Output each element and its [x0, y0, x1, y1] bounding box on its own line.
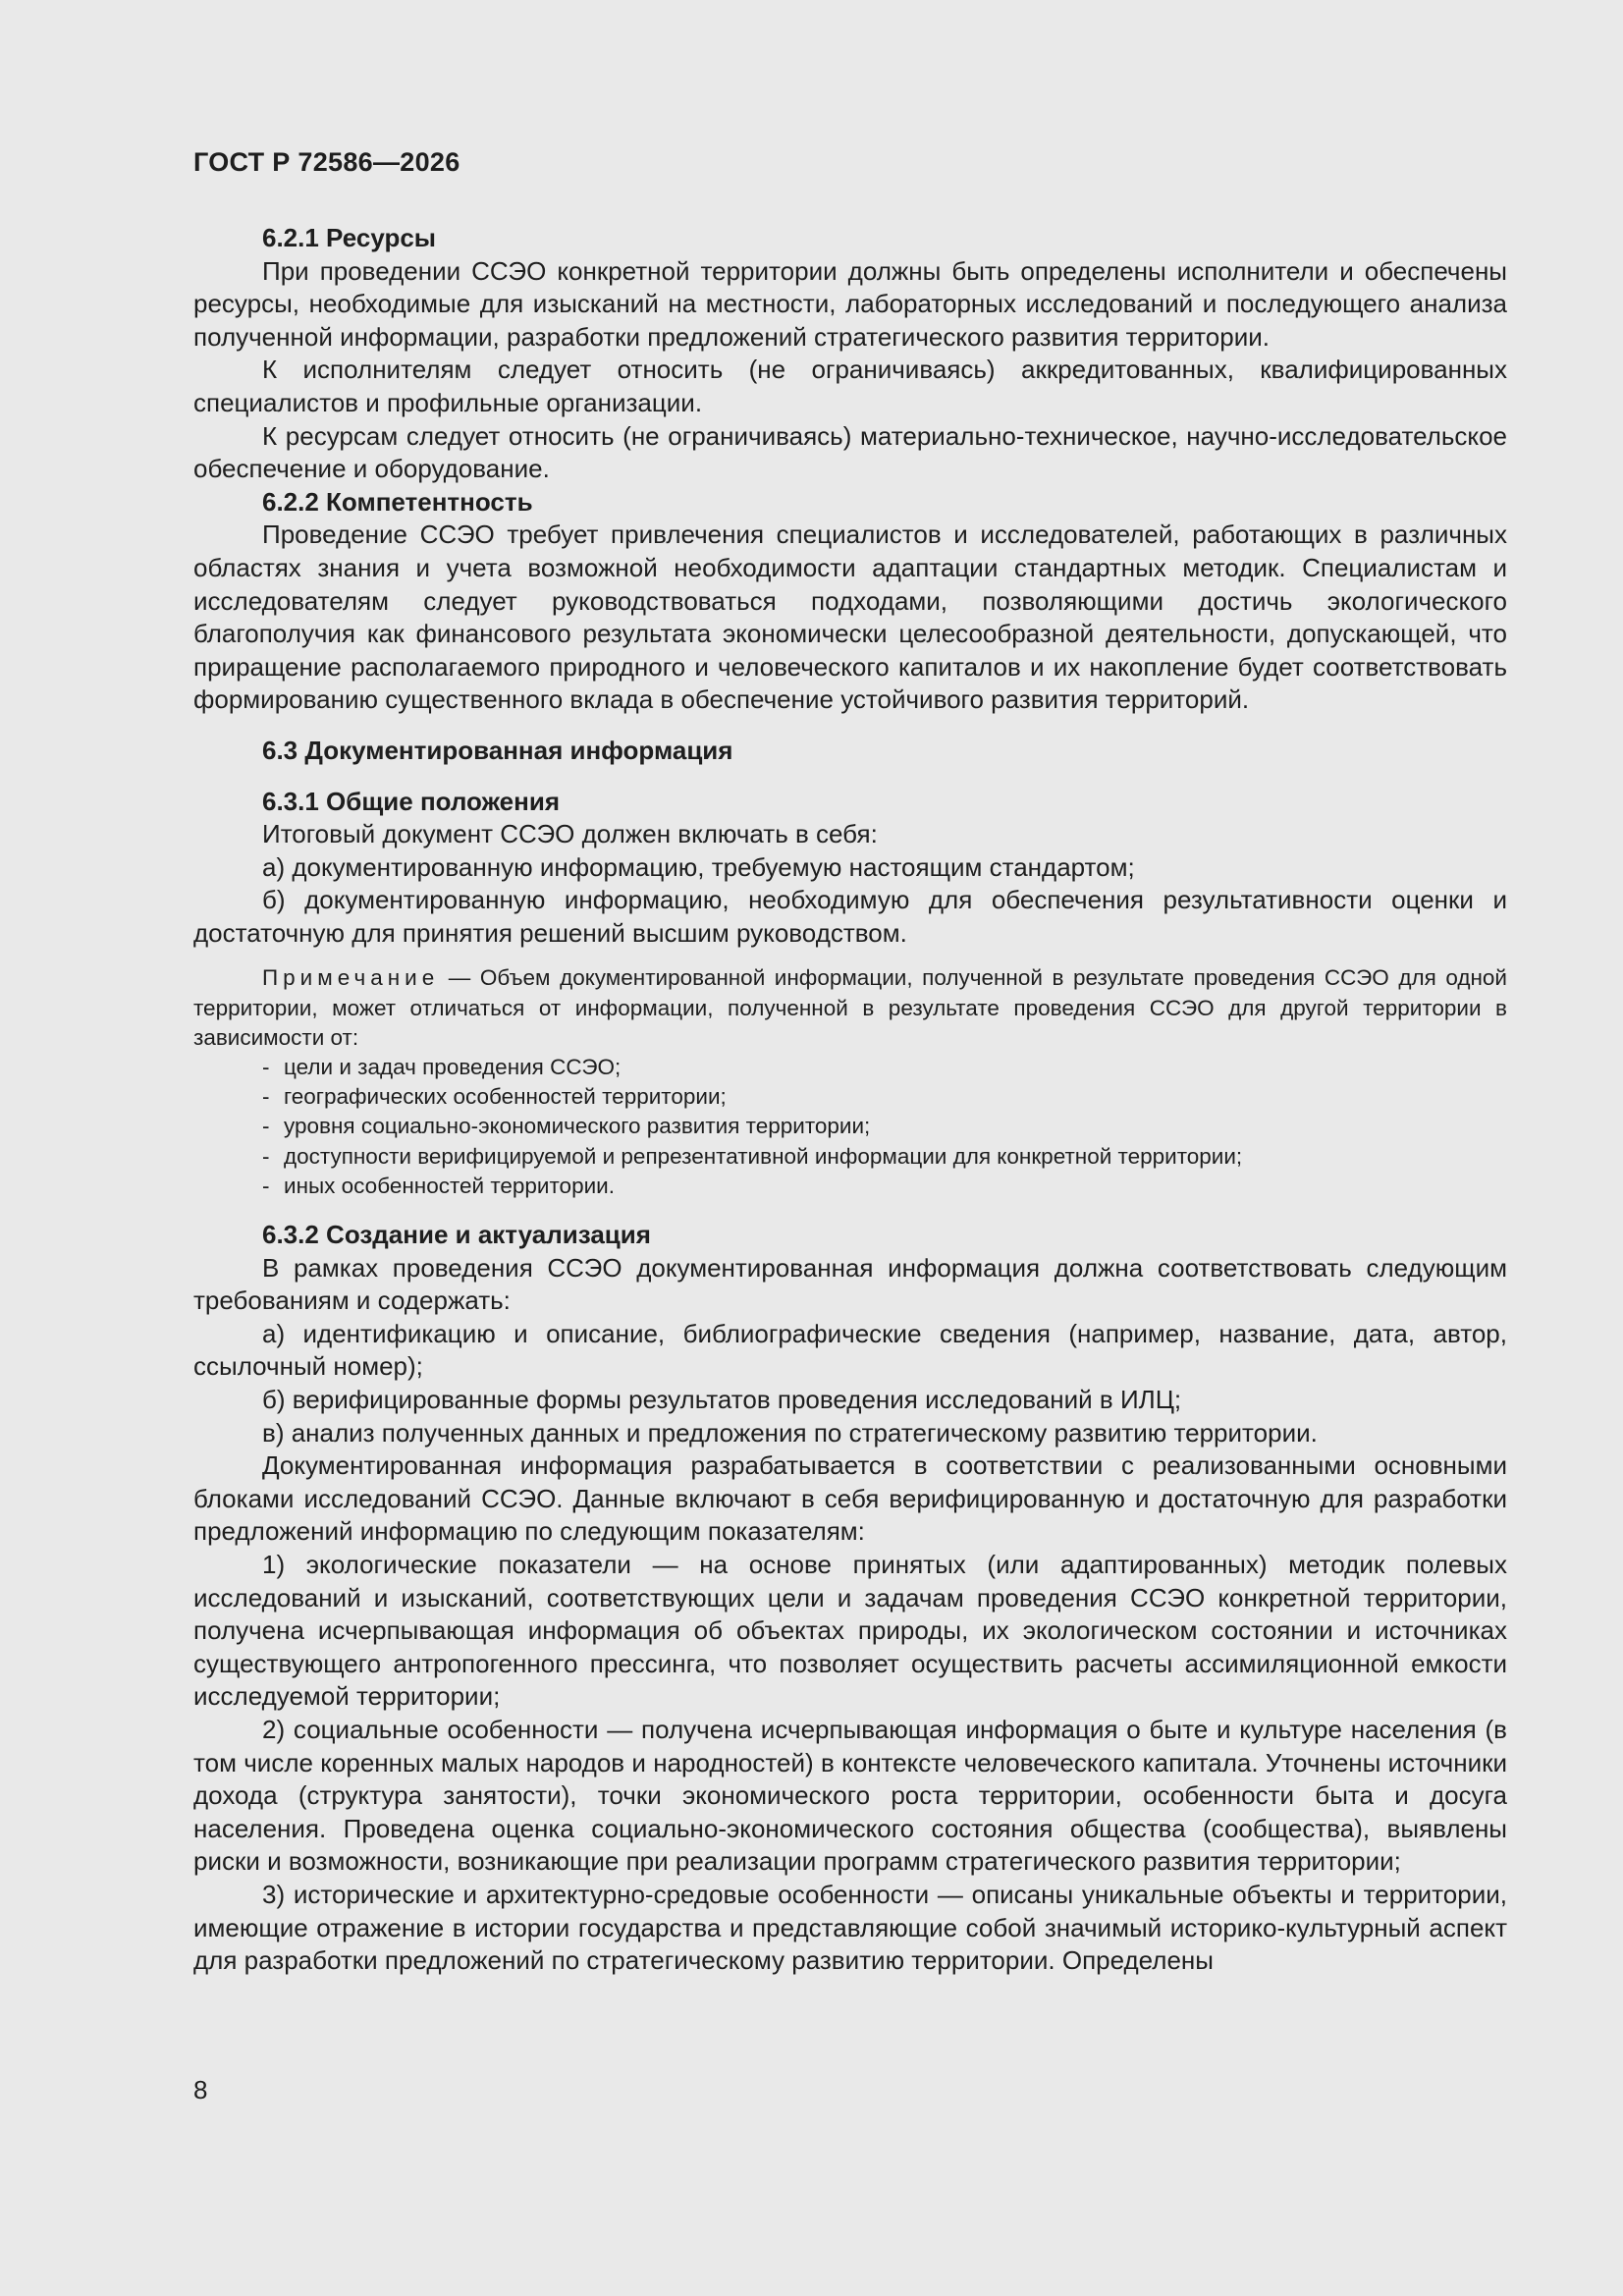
- list-item: 3) исторические и архитектурно-средовые особенности — описаны уникальные объекты и территории, имеющие отражение в истории государства и представляющие собой значимый историко-культурный аспект для разработки предложений по стратегическому развитию территории. Определены: [193, 1879, 1507, 1976]
- list-item: - цели и задач проведения ССЭО;: [262, 1055, 622, 1080]
- list-item: а) документированную информацию, требуемую настоящим стандартом;: [262, 851, 1135, 882]
- paragraph: При проведении ССЭО конкретной территории должны быть определены исполнители и обеспечены ресурсы, необходимые для изысканий на местности, лабораторных исследований и последующего анализа полученной информации, разработки предложений стратегического развития территории.: [193, 255, 1507, 352]
- section-6-2-2: [193, 486, 1507, 717]
- list-item: - доступности верифицируемой и репрезентативной информации для конкретной территории;: [262, 1143, 1243, 1169]
- section-6-3-2: [193, 1219, 1507, 1978]
- list-item: - иных особенностей территории.: [262, 1173, 615, 1198]
- section-heading: 6.3.1 Общие положения: [262, 786, 560, 816]
- list-item-text: уровня социально-экономического развития территории;: [284, 1114, 871, 1139]
- page-body: [193, 222, 1507, 1978]
- paragraph: К исполнителям следует относить (не ограничиваясь) аккредитованных, квалифицированных специалистов и профильные организации.: [193, 355, 1507, 417]
- paragraph: Документированная информация разрабатывается в соответствии с реализованными основными блоками исследований ССЭО. Данные включают в себя верифицированную и достаточную для разработки предложений информацию по следующим показателям:: [193, 1450, 1507, 1547]
- list-item: 2) социальные особенности — получена исчерпывающая информация о быте и культуре населения (в том числе коренных малых народов и народностей) в контексте человеческого капитала. Уточнены источники дохода (структура занятости), точки экономического роста территории, особенности быта и досуга населения. Проведена оценка социально-экономического состояния общества (сообщества), выявлены риски и возможности, возникающие при реализации программ стратегического развития территории;: [193, 1715, 1507, 1877]
- list-item-text: географических особенностей территории;: [284, 1084, 727, 1110]
- list-item: - уровня социально-экономического развития территории;: [262, 1114, 871, 1139]
- list-item: б) документированную информацию, необходимую для обеспечения результативности оценки и достаточную для принятия решений высшим руководством.: [193, 885, 1507, 948]
- section-heading: 6.3 Документированная информация: [262, 735, 733, 765]
- document-code: ГОСТ Р 72586—2026: [193, 147, 460, 177]
- list-item-text: цели и задач проведения ССЭО;: [284, 1055, 622, 1080]
- note-paragraph: [193, 963, 1507, 1053]
- note-list: [193, 1053, 1507, 1201]
- section-6-3-1: [193, 786, 1507, 951]
- list-item-text: доступности верифицируемой и репрезентативной информации для конкретной территории;: [284, 1143, 1243, 1169]
- paragraph: В рамках проведения ССЭО документированная информация должна соответствовать следующим требованиям и содержать:: [193, 1252, 1507, 1316]
- note-text: — Объем документированной информации, полученной в результате проведения ССЭО для одной территории, может отличаться от информации, полученной в результате проведения ССЭО для другой территории в зависимости от:: [193, 965, 1507, 1050]
- paragraph: Проведение ССЭО требует привлечения специалистов и исследователей, работающих в различных областях знания и учета возможной необходимости адаптации стандартных методик. Специалистам и исследователям следует руководствоваться подходами, позволяющими достичь экологического благополучия как финансового результата экономически целесообразной деятельности, допускающей, что приращение располагаемого природного и человеческого капиталов и их накопление будет соответствовать формированию существенного вклада в обеспечение устойчивого развития территорий.: [193, 519, 1507, 715]
- section-heading: 6.3.2 Создание и актуализация: [262, 1220, 651, 1250]
- section-heading: 6.2.2 Компетентность: [262, 486, 533, 517]
- list-item: а) идентификацию и описание, библиографические сведения (например, название, дата, автор, ссылочный номер);: [193, 1318, 1507, 1382]
- paragraph: Итоговый документ ССЭО должен включать в себя:: [262, 819, 878, 849]
- list-item: - географических особенностей территории;: [262, 1084, 727, 1110]
- list-item: 1) экологические показатели — на основе принятых (или адаптированных) методик полевых исследований и изысканий, соответствующих цели и задачам проведения ССЭО конкретной территории, получена исчерпывающая информация об объектах природы, их экологическом состоянии и источниках существующего антропогенного прессинга, что позволяет осуществить расчеты ассимиляционной емкости исследуемой территории;: [193, 1550, 1507, 1712]
- section-heading: 6.2.1 Ресурсы: [262, 223, 436, 252]
- note-block: [193, 963, 1507, 1201]
- list-item-text: иных особенностей территории.: [284, 1173, 615, 1198]
- list-item: б) верифицированные формы результатов проведения исследований в ИЛЦ;: [262, 1385, 1182, 1415]
- list-item: в) анализ полученных данных и предложения по стратегическому развитию территории.: [262, 1417, 1318, 1448]
- page-number: 8: [193, 2075, 208, 2105]
- section-6-2-1: [193, 222, 1507, 486]
- paragraph: К ресурсам следует относить (не ограничиваясь) материально-техническое, научно-исследовательское обеспечение и оборудование.: [193, 420, 1507, 484]
- note-label: Примечание: [262, 965, 440, 991]
